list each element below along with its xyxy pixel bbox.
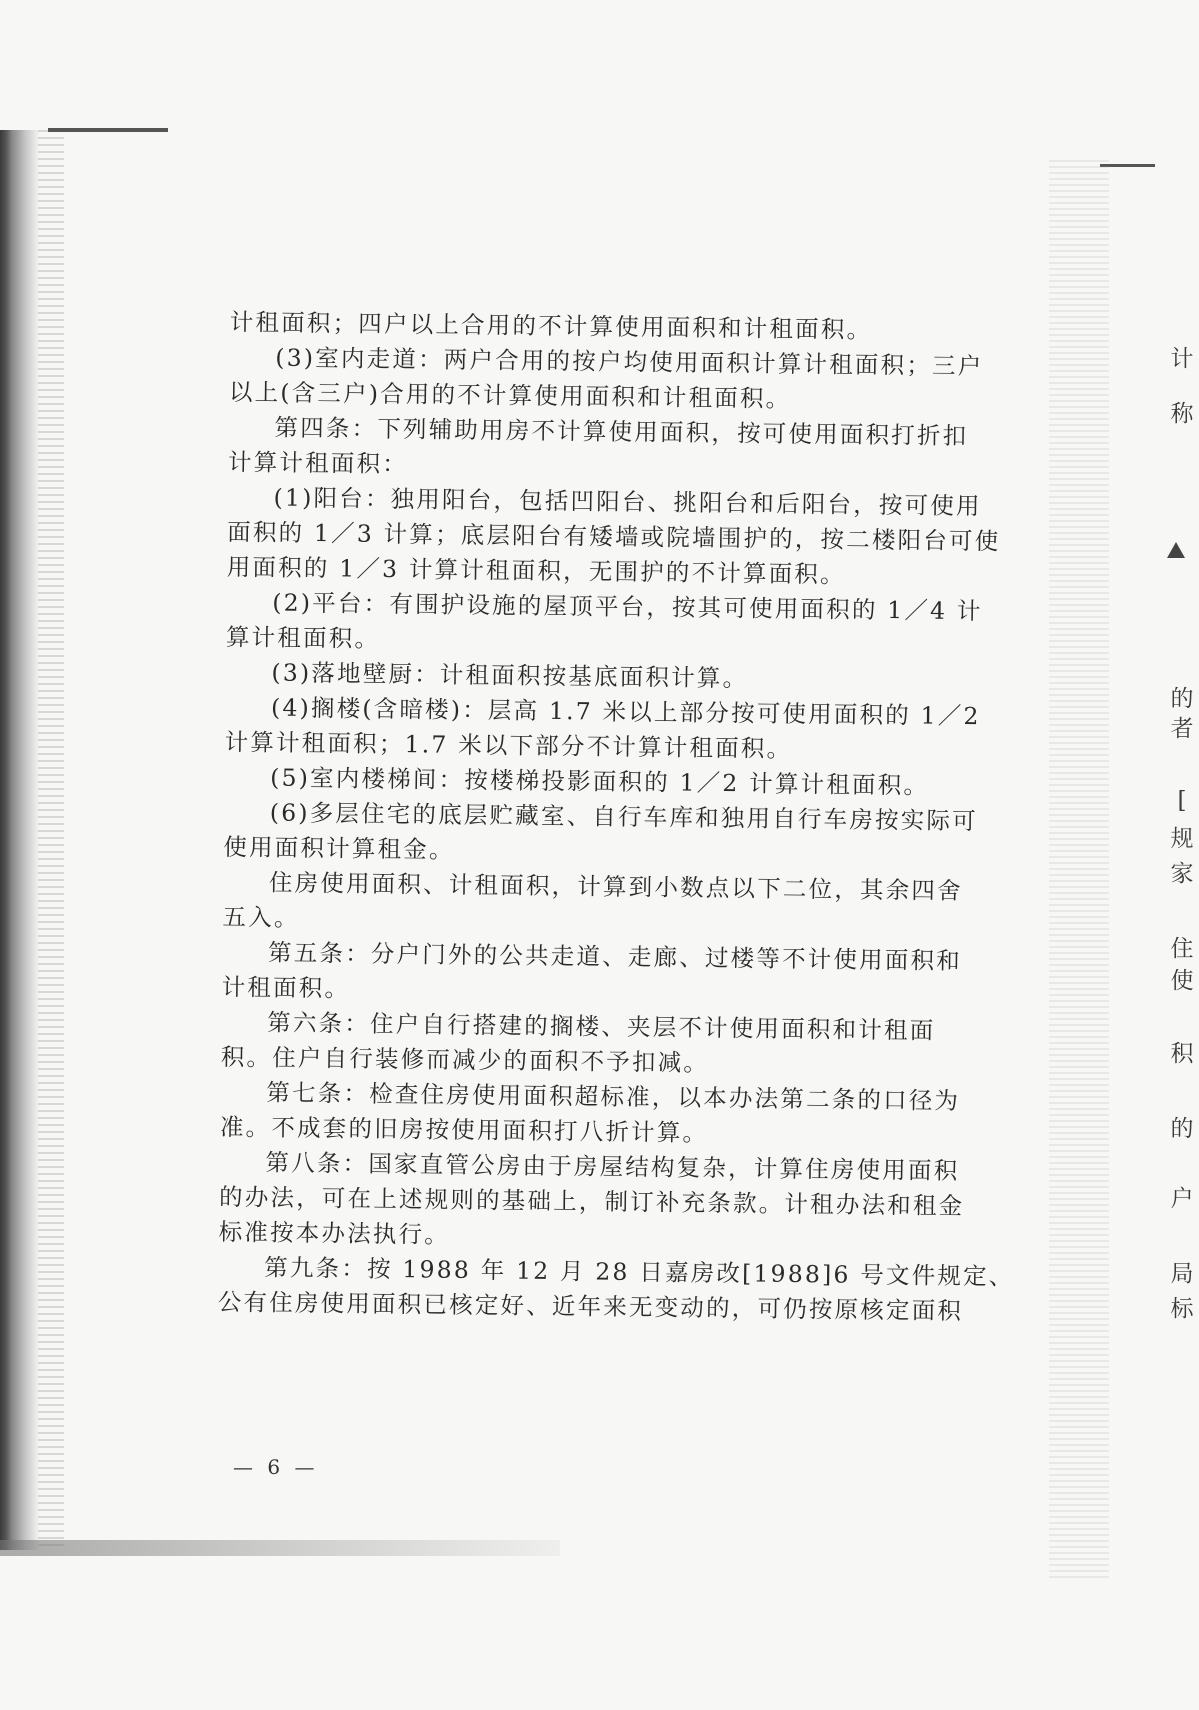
triangle-mark-icon	[1167, 542, 1185, 558]
text-line: 算计租面积。	[225, 622, 381, 653]
margin-fragment: 住	[1170, 936, 1194, 962]
text-line: 计算计租面积：	[227, 447, 409, 479]
margin-fragment: 积	[1170, 1041, 1194, 1067]
margin-fragment: 计	[1170, 346, 1194, 372]
text-line: 五入。	[222, 902, 300, 932]
page-number: — 6 —	[233, 1455, 319, 1479]
margin-fragment: 称	[1170, 401, 1194, 427]
margin-fragment: 的	[1170, 1116, 1194, 1142]
document-body	[218, 305, 1030, 1330]
text-line: 第六条：住户自行搭建的搁楼、夹层不计使用面积和计租面	[267, 1008, 936, 1045]
text-line: 计租面积；四户以上合用的不计算使用面积和计租面积。	[229, 307, 873, 344]
scan-shadow-bottom	[0, 1540, 560, 1556]
margin-fragment: 户	[1170, 1186, 1194, 1212]
text-line: 计租面积。	[221, 972, 351, 1003]
text-line: 第五条：分户门外的公共走道、走廊、过楼等不计使用面积和	[267, 938, 963, 975]
text-line: 第八条：国家直管公房由于房屋结构复杂，计算住房使用面积	[265, 1148, 960, 1185]
text-line: 公有住房使用面积已核定好、近年来无变动的，可仍按原核定面积	[217, 1287, 964, 1326]
margin-fragment: 的	[1170, 686, 1194, 712]
text-line: 以上(含三户)合用的不计算使用面积和计租面积。	[228, 377, 792, 413]
text-line: 的办法，可在上述规则的基础上，制订补充条款。计租办法和租金	[218, 1182, 965, 1221]
text-line: 住房使用面积、计租面积，计算到小数点以下二位，其余四舍	[268, 868, 963, 905]
margin-fragment: 标	[1170, 1296, 1194, 1322]
adjacent-page-margin	[1165, 340, 1199, 1440]
text-line: 第四条：下列辅助用房不计算使用面积，按可使用面积打折扣	[274, 413, 969, 451]
scan-mark-top	[48, 128, 168, 132]
margin-fragment: [	[1177, 788, 1187, 814]
margin-fragment: 使	[1170, 968, 1194, 994]
scan-shadow-left	[0, 130, 40, 1550]
text-line: (3)室内走道：两户合用的按户均使用面积计算计租面积；三户	[275, 343, 984, 381]
text-line: (2)平台：有围护设施的屋顶平台，按其可使用面积的 1／4 计	[272, 588, 983, 626]
text-line: 面积的 1／3 计算；底层阳台有矮墙或院墙围护的，按二楼阳台可使	[227, 517, 1001, 556]
text-line: 第七条：检查住房使用面积超标准，以本办法第二条的口径为	[266, 1078, 961, 1115]
text-line: (4)搁楼(含暗楼)：层高 1.7 米以上部分按可使用面积的 1／2	[270, 693, 981, 731]
text-line: (3)落地壁厨：计租面积按基底面积计算。	[271, 658, 749, 693]
margin-fragment: 规	[1170, 826, 1194, 852]
margin-fragment: 局	[1170, 1261, 1194, 1287]
text-line: 准。不成套的旧房按使用面积打八折计算。	[219, 1112, 709, 1147]
text-line: 用面积的 1／3 计算计租面积，无围护的不计算面积。	[226, 552, 846, 589]
text-line: 计算计租面积；1.7 米以下部分不计算计租面积。	[224, 727, 793, 763]
text-line: 积。住户自行装修而减少的面积不予扣减。	[220, 1042, 710, 1077]
margin-fragment: 家	[1170, 861, 1194, 887]
text-line: 第九条：按 1988 年 12 月 28 日嘉房改[1988]6 号文件规定、	[264, 1253, 1015, 1291]
text-line: (5)室内楼梯间：按楼梯投影面积的 1／2 计算计租面积。	[270, 763, 930, 800]
text-line: 使用面积计算租金。	[223, 832, 455, 864]
text-line: 标准按本办法执行。	[218, 1217, 451, 1249]
scan-shadow-right	[1049, 160, 1109, 1580]
margin-fragment: 者	[1170, 716, 1194, 742]
text-line: (6)多层住宅的底层贮藏室、自行车库和独用自行车房按实际可	[269, 798, 979, 836]
text-line: (1)阳台：独用阳台，包括凹阳台、挑阳台和后阳台，按可使用	[273, 483, 982, 521]
